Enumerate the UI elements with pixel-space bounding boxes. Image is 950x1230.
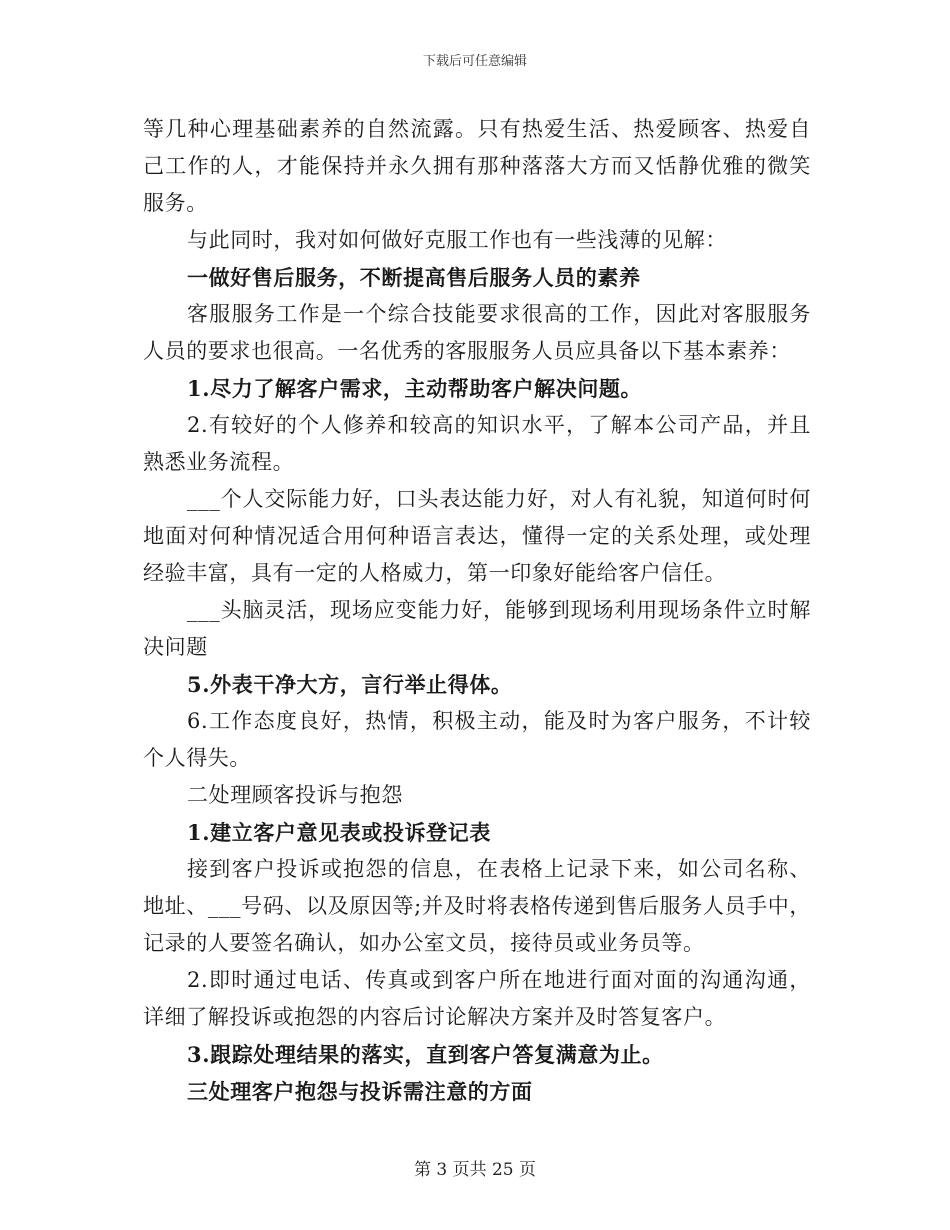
list-item-1: 1.尽力了解客户需求，主动帮助客户解决问题。 [187,376,643,401]
page-footer: 第 3 页共 25 页 [413,1160,537,1180]
list-item-4: ___头脑灵活，现场应变能力好，能够到现场利用现场条件立时解决问题 [143,598,811,659]
section-heading-1: 一做好售后服务，不断提高售后服务人员的素养 [187,265,641,290]
list-item-6: 6.工作态度良好，热情，积极主动，能及时为客户服务，不计较个人得失。 [143,709,811,770]
paragraph: 客服服务工作是一个综合技能要求很高的工作，因此对客服服务人员的要求也很高。一名优秀的客服服务人员应具备以下基本素养： [143,302,811,363]
subheading-1: 1.建立客户意见表或投诉登记表 [187,820,491,845]
document-body [143,111,811,1110]
list-item-2b: 2.即时通过电话、传真或到客户所在地进行面对面的沟通沟通，详细了解投诉或抱怨的内容后讨论解决方案并及时答复客户。 [143,968,811,1029]
list-item-3b: 3.跟踪处理结果的落实，直到客户答复满意为止。 [187,1042,664,1067]
list-item-2: 2.有较好的个人修养和较高的知识水平，了解本公司产品，并且熟悉业务流程。 [143,413,811,474]
section-heading-3: 三处理客户抱怨与投诉需注意的方面 [187,1079,533,1104]
list-item-3: ___个人交际能力好，口头表达能力好，对人有礼貌，知道何时何地面对何种情况适合用何种语言表达，懂得一定的关系处理，或处理经验丰富，具有一定的人格威力，第一印象好能给客户信任。 [143,487,811,585]
paragraph-intro: 与此同时，我对如何做好克服工作也有一些浅薄的见解： [187,228,727,252]
paragraph-continued: 等几种心理基础素养的自然流露。只有热爱生活、热爱顾客、热爱自己工作的人，才能保持并永久拥有那种落落大方而又恬静优雅的微笑服务。 [143,117,811,215]
page-header: 下载后可任意编辑 [422,54,527,69]
list-item-5: 5.外表干净大方，言行举止得体。 [187,672,513,697]
section-heading-2: 二处理顾客投诉与抱怨 [187,783,403,807]
paragraph: 接到客户投诉或抱怨的信息，在表格上记录下来，如公司名称、地址、___号码、以及原因等;并及时将表格传递到售后服务人员手中，记录的人要签名确认，如办公室文员，接待员或业务员等。 [143,857,811,955]
